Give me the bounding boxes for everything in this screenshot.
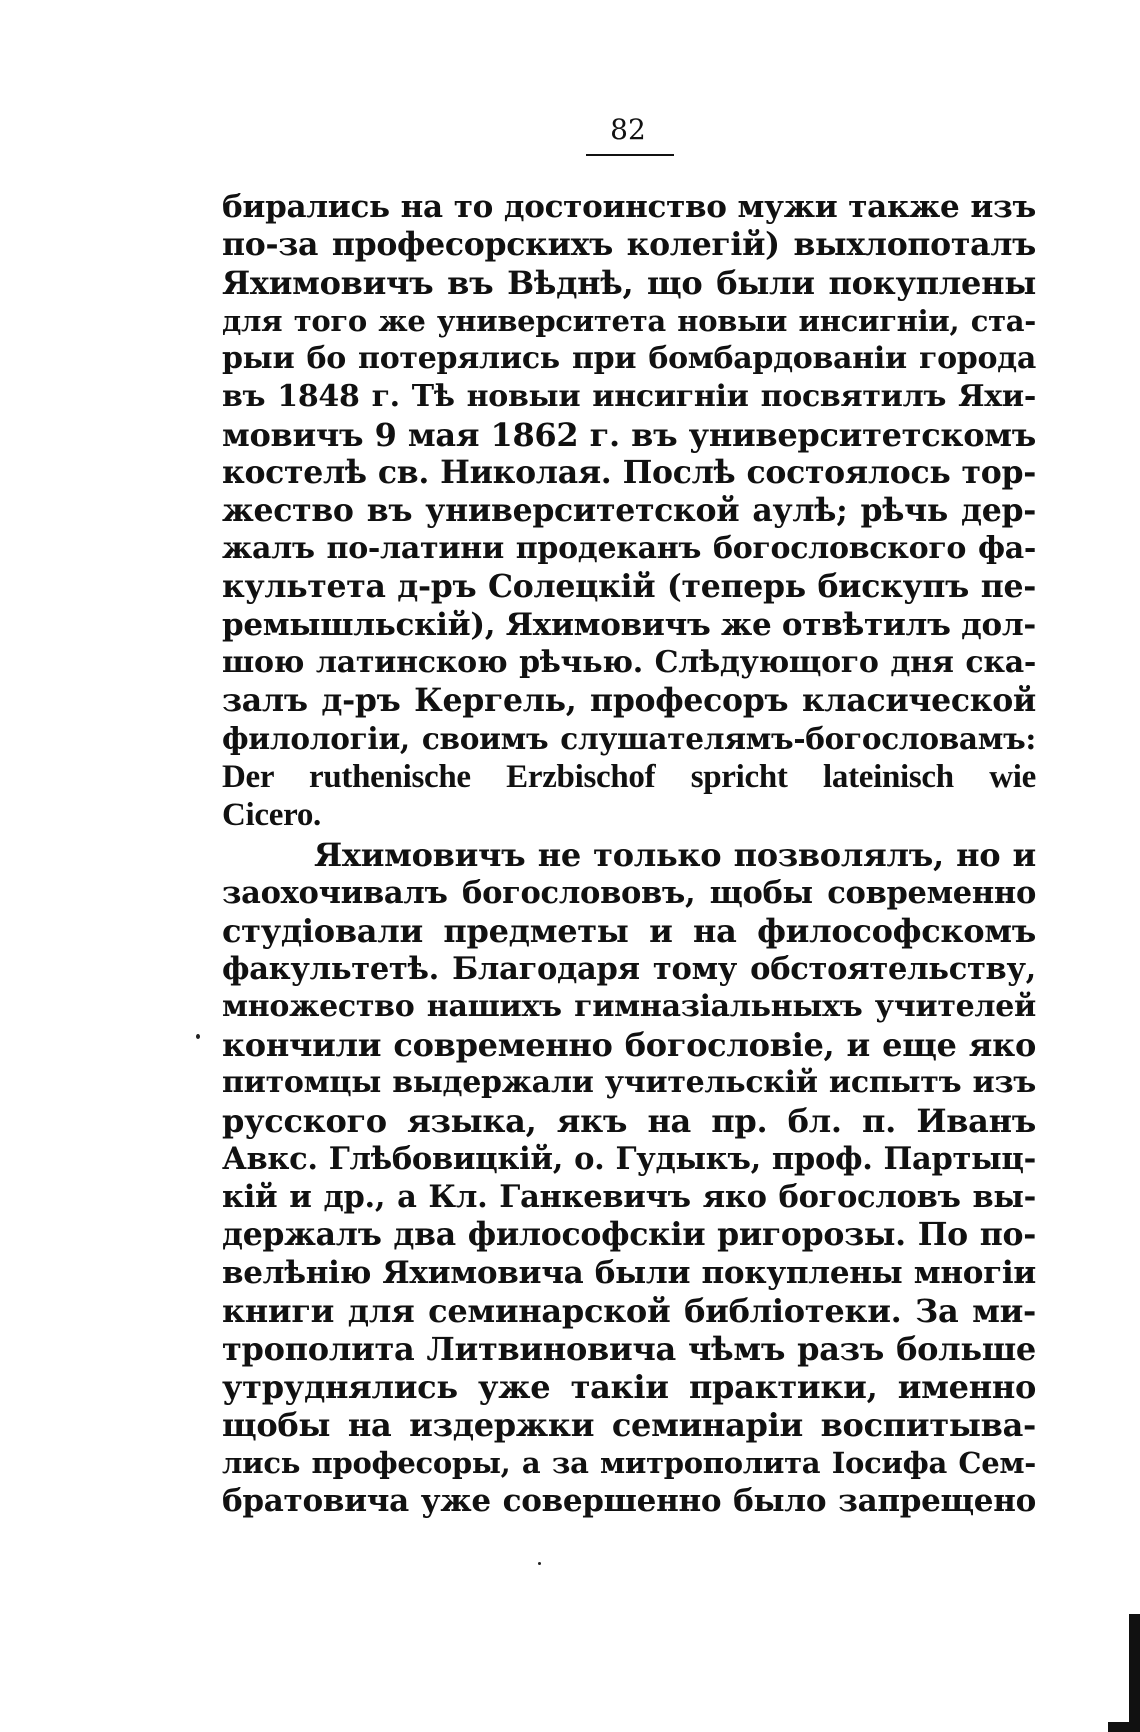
scan-speck xyxy=(538,1562,541,1565)
text-line: культета д-ръ Солецкій (теперь бискупъ пе- xyxy=(222,568,1036,605)
text-line: факультетѣ. Благодаря тому обстоятельству, xyxy=(222,951,1036,987)
text-line: лись професоры, а за митрополита Іосифа Сем- xyxy=(222,1446,1036,1480)
text-line: залъ д-ръ Кергель, професоръ класической xyxy=(222,682,1036,719)
text-line: трополита Литвиновича чѣмъ разъ больше xyxy=(222,1330,1036,1368)
text-line: студіовали предметы и на философскомъ xyxy=(222,912,1036,950)
text-line: книги для семинарской библіотеки. За ми- xyxy=(222,1292,1036,1330)
scan-speck xyxy=(196,1034,200,1039)
text-line: велѣнію Яхимовича были покуплены многіи xyxy=(222,1255,1036,1291)
text-line: шою латинскою рѣчью. Слѣдующого дня ска- xyxy=(222,645,1036,680)
text-line: держалъ два философскіи ригорозы. По по- xyxy=(222,1216,1036,1253)
text-line: въ 1848 г. Тѣ новыи инсигніи посвятилъ Яхи- xyxy=(222,379,1036,414)
text-line: жалъ по-латини продеканъ богословского фа- xyxy=(222,531,1036,566)
text-line: множество нашихъ гимназіальныхъ учителей xyxy=(222,989,1036,1024)
page-number-rule xyxy=(586,154,674,156)
latin-quote-line: Cicero. xyxy=(222,797,321,833)
text-line: филологіи, своимъ слушателямъ-богословамъ: xyxy=(222,721,1036,756)
text-line: ремышльскій), Яхимовичъ же отвѣтилъ дол- xyxy=(222,607,1036,643)
text-line: жество въ университетской аулѣ; рѣчь дер- xyxy=(222,492,1036,529)
text-line: питомцы выдержали учительскій испытъ изъ xyxy=(222,1065,1036,1100)
scan-edge-foot xyxy=(1108,1722,1134,1732)
text-line: утруднялись уже такіи практики, именно xyxy=(222,1368,1036,1406)
text-line: заохочивалъ богослововъ, щобы современно xyxy=(222,875,1036,911)
text-line: кончили современно богословіе, и еще яко xyxy=(222,1026,1036,1064)
text-line: кій и др., а Кл. Ганкевичъ яко богословъ вы- xyxy=(222,1179,1036,1215)
text-line: братовича уже совершенно было запрещено xyxy=(222,1483,1036,1519)
text-line: мовичъ 9 мая 1862 г. въ университетскомъ xyxy=(222,416,1036,454)
text-line: Авкс. Глѣбовицкій, о. Гудыкъ, проф. Партыц- xyxy=(222,1141,1036,1177)
page-number: 82 xyxy=(610,113,646,146)
latin-quote-line: Der ruthenische Erzbischof spricht lateinisch wie xyxy=(222,759,1036,795)
text-line: рыи бо потерялись при бомбардованіи города xyxy=(222,341,1036,376)
text-line: для того же университета новыи инсигніи, ста- xyxy=(222,304,1036,338)
text-line: по-за професорскихъ колегій) выхлопоталъ xyxy=(222,226,1036,263)
scan-edge-mark xyxy=(1108,1614,1140,1732)
text-line: бирались на то достоинство мужи также изъ xyxy=(222,189,1036,225)
paragraph-first-line: Яхимовичъ не только позволялъ, но и xyxy=(314,836,1036,874)
text-line: щобы на издержки семинаріи воспитыва- xyxy=(222,1406,1036,1444)
text-line: Яхимовичъ въ Вѣднѣ, що были покуплены xyxy=(222,264,1036,302)
scan-edge-bar xyxy=(1129,1614,1140,1732)
text-line: русского языка, якъ на пр. бл. п. Иванъ xyxy=(222,1102,1036,1140)
body-text xyxy=(222,188,1036,1520)
text-line: костелѣ св. Николая. Послѣ состоялось тор- xyxy=(222,454,1036,491)
